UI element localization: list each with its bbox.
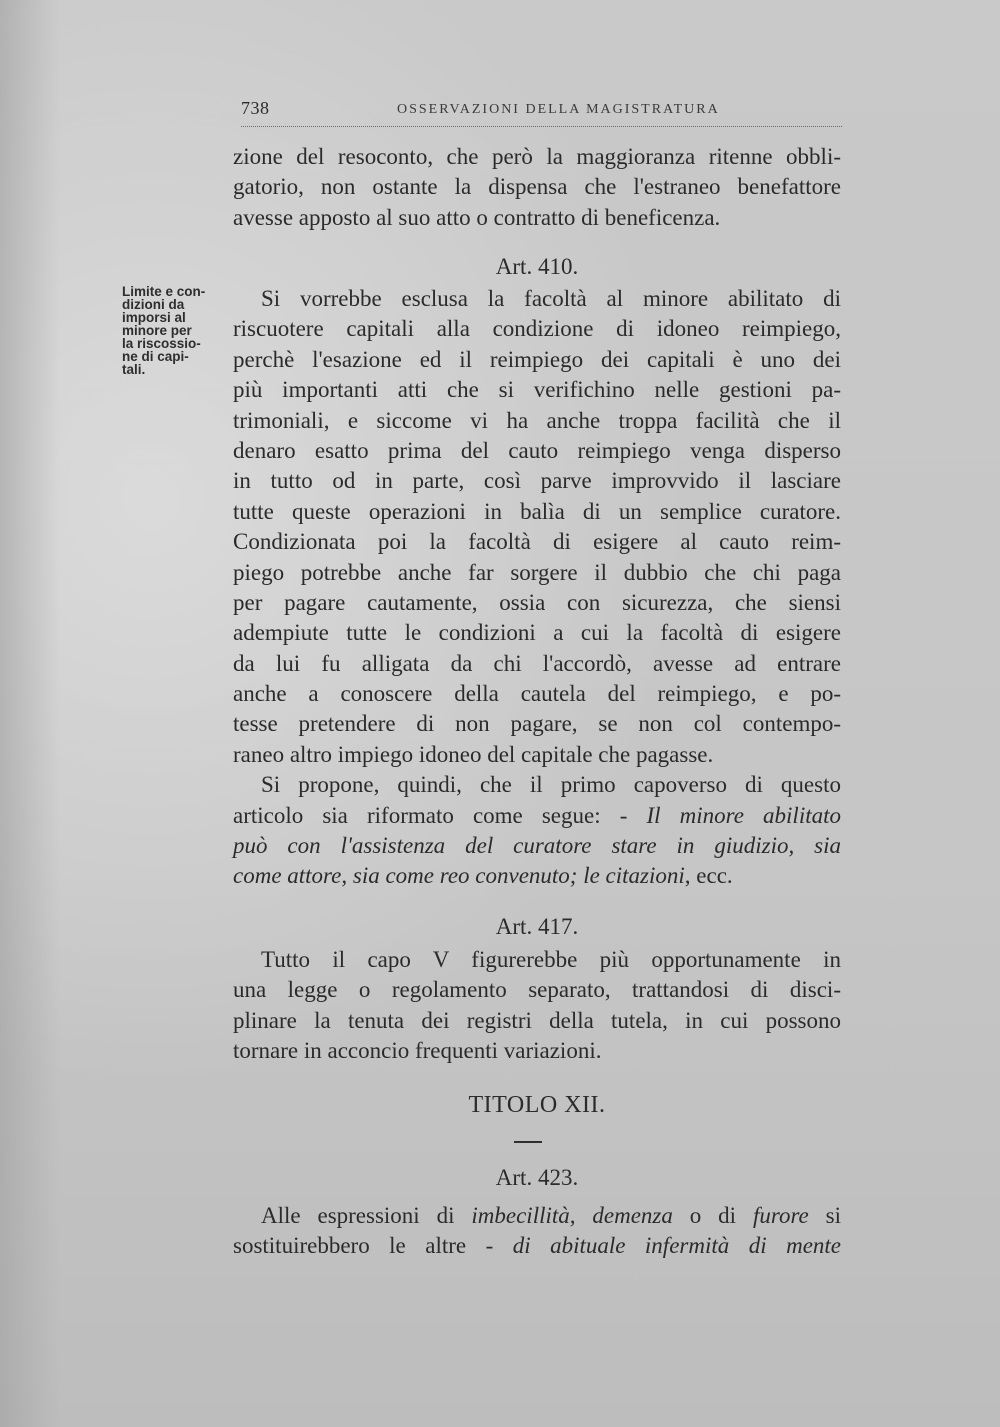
text-line (233, 1201, 841, 1231)
text-line: anche a conoscere della cautela del reimpiego, e po- (233, 681, 841, 707)
text-plain: si (808, 1203, 842, 1228)
text-line: avesse apposto al suo atto o contratto di beneficenza. (233, 204, 721, 230)
text-line: per pagare cautamente, ossia con sicurezza, che siensi (233, 589, 841, 615)
marginal-note-line: imporsi al (122, 310, 186, 325)
marginal-note-line: la riscossio- (122, 336, 201, 351)
section-title: TITOLO XII. (468, 1092, 606, 1118)
page-header (241, 92, 842, 127)
marginal-note-line: tali. (122, 362, 146, 377)
running-head: OSSERVAZIONI DELLA MAGISTRATURA (397, 102, 720, 117)
text-line: trimoniali, e siccome vi ha anche troppa facilità che il (233, 407, 841, 433)
text-line: riscuotere capitali alla condizione di idoneo reimpiego, (233, 316, 841, 342)
page-number: 738 (241, 98, 270, 118)
text-line: Tutto il capo V figurerebbe più opportunamente in (261, 947, 841, 972)
text-line: tutte queste operazioni in balìa di un semplice curatore. (233, 498, 841, 524)
text-line: Condizionata poi la facoltà di esigere al cauto reim- (233, 529, 841, 555)
text-line: perchè l'esazione ed il reimpiego dei capitali è uno dei (233, 346, 841, 372)
text-italic: di abituale infermità di mente (512, 1233, 841, 1259)
marginal-note-line: dizioni da (122, 297, 185, 312)
text-plain: articolo sia riformato come segue: - (233, 802, 647, 828)
text-line (233, 861, 841, 891)
text-plain: o di (672, 1203, 753, 1228)
text-line: tesse pretendere di non pagare, se non col contempo- (233, 711, 841, 737)
text-line: una legge o regolamento separato, trattandosi di disci- (233, 977, 841, 1003)
text-line (233, 801, 841, 831)
text-line: tornare in acconcio frequenti variazioni. (233, 1038, 602, 1064)
text-line: Si vorrebbe esclusa la facoltà al minore abilitato di (261, 286, 841, 311)
marginal-note-line: ne di capi- (122, 349, 189, 364)
text-italic: furore (752, 1203, 809, 1228)
text-italic: Il minore abilitato (646, 802, 841, 828)
text-line: in tutto od in parte, così parve improvvido il lasciare (233, 468, 841, 494)
text-italic: può con l'assistenza del curatore stare in giudizio, sia (233, 833, 841, 859)
text-plain: Alle espressioni di (261, 1203, 472, 1228)
paragraph-continuation (233, 142, 841, 233)
text-line: da lui fu alligata da chi l'accordò, avesse ad entrare (233, 650, 841, 676)
article-417-body (233, 945, 841, 1067)
article-423-body (233, 1201, 841, 1262)
text-line: zione del resoconto, che però la maggioranza ritenne obbli- (233, 144, 841, 169)
text-line: piego potrebbe anche far sorgere il dubbio che chi paga (233, 559, 841, 585)
text-line (233, 1231, 841, 1261)
text-line: più importanti atti che si verifichino nelle gestioni pa- (233, 377, 841, 403)
text-italic: imbecillità, demenza (471, 1203, 673, 1228)
title-separator-dash (514, 1141, 542, 1143)
text-line: Si propone, quindi, che il primo capoverso di questo (261, 772, 841, 798)
text-line: gatorio, non ostante la dispensa che l'estraneo benefattore (233, 174, 841, 200)
text-line: adempiute tutte le condizioni a cui la facoltà di esigere (233, 620, 841, 646)
marginal-note (122, 285, 234, 376)
text-plain: , ecc. (684, 863, 733, 889)
article-410-heading: Art. 410. (495, 254, 579, 279)
article-417-heading: Art. 417. (495, 914, 579, 939)
page-edge-shadow (0, 0, 60, 1427)
text-line (233, 831, 841, 861)
text-line: denaro esatto prima del cauto reimpiego venga disperso (233, 437, 841, 463)
marginal-note-line: Limite e con- (122, 284, 206, 299)
text-line: raneo altro impiego idoneo del capitale che pagasse. (233, 741, 714, 767)
text-line: plinare la tenuta dei registri della tutela, in cui possono (233, 1007, 841, 1033)
article-423-heading: Art. 423. (495, 1165, 579, 1190)
text-italic: come attore, sia come reo convenuto; le citazioni (233, 863, 685, 889)
text-plain: sostituirebbero le altre - (233, 1233, 513, 1259)
marginal-note-line: minore per (122, 323, 192, 338)
article-410-body (233, 284, 841, 892)
